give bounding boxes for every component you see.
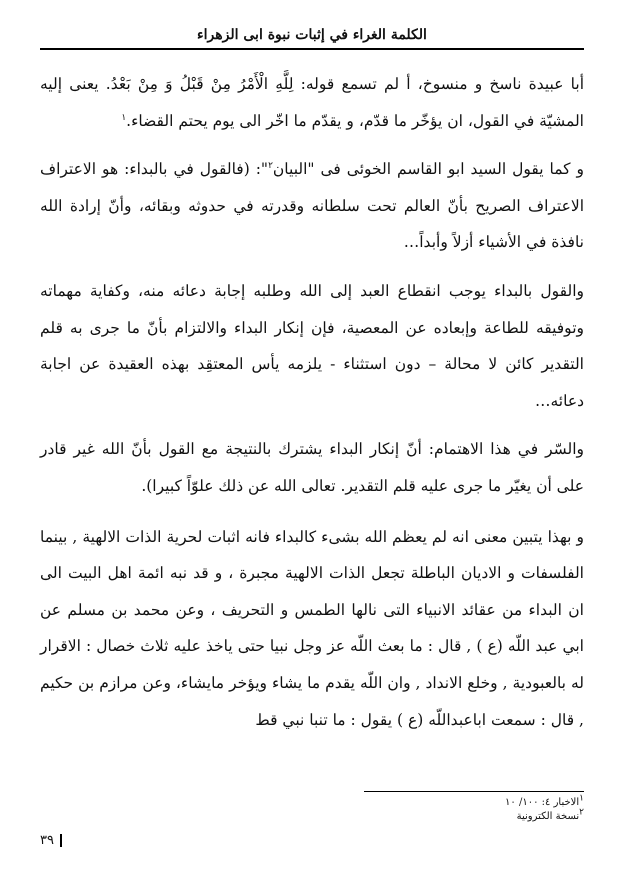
page-number xyxy=(40,832,62,850)
paragraph-2-text-end: ": (فالقول في بالبداء: هو الاعتراف الاعتراف الصريح بأنّ العالم تحت سلطانه وقدرته في حدوثه وبقائه، وأنّ إرادة الله نافذة في الأشياء أزلاً وأبداً… xyxy=(40,160,584,252)
page-number-value: ٣٩ xyxy=(40,833,54,848)
paragraph-5-text: و بهذا يتبين معنى انه لم يعظم الله بشىء كالبداء فانه اثبات لحرية الذات الالهية , بينما الفلسفات و الاديان الباطلة تجعل الذات الالهية مجبرة ، و قد نبه ائمة اهل البيت الى ان البداء من عقائد الانبياء التى نالها الطمس و التحريف ، وعن محمد بن مسلم عن ابي عبد اللّه (ع ) , قال : ما بعث اللّه عز وجل نبيا حتى ياخذ عليه ثلاث خصال : الاقرار له بالعبودية , وخلع الانداد , وان اللّه يقدم ما يشاء ويؤخر مايشاء، وعن مرازم بن حكيم , قال : سمعت اباعبداللّه (ع ) يقول : ما تنبا نبي قط xyxy=(40,527,584,729)
footnotes xyxy=(324,793,584,824)
paragraph-2 xyxy=(40,151,584,261)
footnote-2 xyxy=(324,807,584,824)
footnote-ref-1: ١ xyxy=(121,112,127,123)
paragraph-5 xyxy=(40,519,584,739)
paragraph-3 xyxy=(40,273,584,419)
paragraph-4-text: والسّر في هذا الاهتمام: أنّ إنكار البداء يشترك بالنتيجة مع القول بأنّ الله غير قادر على أن يغيّر ما جرى عليه قلم التقدير. تعالى الله عن ذلك علوّاً كبيرا). xyxy=(40,440,584,495)
header-rule xyxy=(40,48,584,50)
paragraph-3-text: والقول بالبداء يوجب انقطاع العبد إلى الله وطلبه إجابة دعائه منه، وكفاية مهماته وتوفيقه للطاعة وإبعاده عن المعصية، فإن إنكار البداء والالتزام بأنّ ما جرى به قلم التقدير كائن لا محالة – دون استثناء - يلزمه يأس المعتقِد بهذه العقيدة عن اجابة دعائه… xyxy=(40,281,584,410)
paragraph-4 xyxy=(40,431,584,504)
footnote-1 xyxy=(324,793,584,810)
footnote-rule xyxy=(364,791,584,792)
footnote-1-text: الاخبار ٤: ١٠٠/ ١٠ xyxy=(505,797,580,808)
body-text xyxy=(40,66,584,738)
footnote-2-number: ٢ xyxy=(579,807,584,818)
paragraph-1 xyxy=(40,66,584,139)
paragraph-1-text: أبا عبيدة ناسخ و منسوخ، أ لم تسمع قوله: لِلَّهِ الْأَمْرُ مِنْ قَبْلُ وَ مِنْ بَعْدُ. يعنى إليه المشيّة في القول، ان يؤخّر ما قدّم، و يقدّم ما اخّر الى يوم يحتم القضاء. xyxy=(40,75,584,130)
footnote-1-number: ١ xyxy=(579,793,584,804)
footnote-2-text: نسخة الكترونية xyxy=(516,811,580,822)
footnote-ref-2: ٢ xyxy=(268,161,273,172)
paragraph-2-text-start: و كما يقول السيد ابو القاسم الخوئى فى "البيان xyxy=(272,160,584,179)
running-header: الكلمة الغراء في إثبات نبوة ابى الزهراء xyxy=(197,27,427,43)
page-number-separator xyxy=(60,834,62,847)
